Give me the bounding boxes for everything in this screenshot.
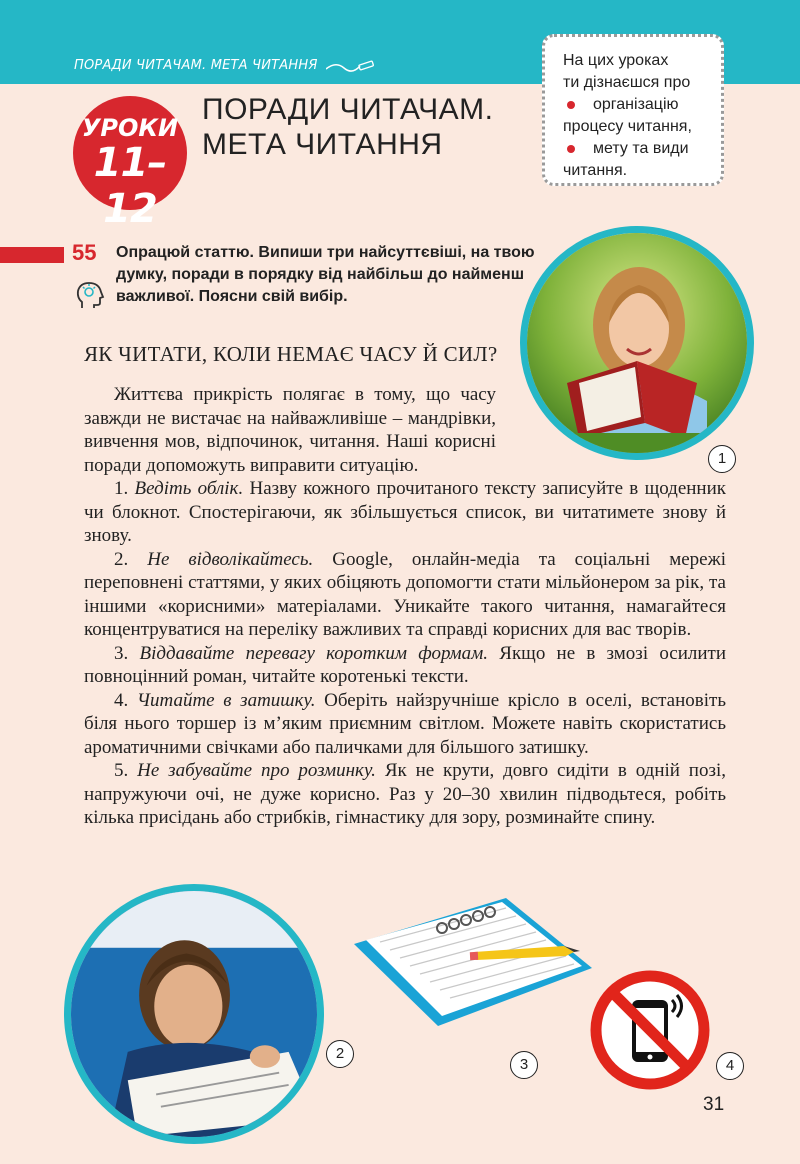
pen-icon (326, 59, 376, 73)
figure-number-3: 3 (510, 1051, 538, 1079)
notebook-with-pencil-illustration (346, 876, 596, 1056)
task-marker-bar (0, 247, 64, 263)
lesson-word: УРОКИ (81, 114, 179, 142)
figure-number-4: 4 (716, 1052, 744, 1080)
article-tip-2: 2. Не відволікайтесь. Google, онлайн-медіа та соціальні мережі переповнені статтями, у яких обіцяють допомогти стати мільйонером за рік, та іншими «корисними» матеріалами. Уникайте такого читання, намагайтеся концентруватися на переліку важливих та справді корисних для вас творів. (84, 548, 727, 640)
lesson-number: 11–12 (93, 140, 167, 232)
task-text: Опрацюй статтю. Випиши три найсуттєвіші, на твою думку, поради в порядку від найбільш до найменш важливої. Поясни свій вибір. (116, 244, 535, 305)
article (84, 342, 726, 830)
learning-goals-box (542, 34, 724, 186)
tip-lead: Ведіть облік. (134, 478, 244, 499)
tip-lead: Не відволікайтесь. (147, 548, 314, 570)
page-number: 31 (703, 1094, 725, 1115)
article-tip-3: 3. Віддавайте перевагу коротким формам. Якщо не в змозі осилити повноцінний роман, читайте коротенькі тексти. (84, 642, 727, 687)
lesson-circle (73, 96, 187, 232)
tip-lead: Віддавайте перевагу коротким формам. (139, 642, 489, 664)
lesson-title: ПОРАДИ ЧИТАЧАМ. МЕТА ЧИТАННЯ (202, 93, 494, 161)
lesson-badge (73, 96, 191, 232)
learning-goals-list (563, 94, 711, 182)
thinking-head-icon (74, 280, 106, 312)
learning-goal-item: мету та види читання. (563, 138, 711, 182)
running-head (74, 58, 376, 73)
learning-goals-intro: На цих уроках ти дізнаєшся про (563, 52, 691, 91)
learning-goal-item: організацію процесу читання, (563, 94, 711, 138)
tip-lead: Не забувайте про розминку. (137, 760, 376, 781)
figure-number-2: 2 (326, 1040, 354, 1068)
tip-lead: Читайте в затишку. (136, 689, 316, 711)
article-intro: Життєва прикрість полягає в тому, що часу завжди не вистачає на найважливіше – мандрівки, вивчення мов, відпочинок, читання. Наші корисні поради допоможуть виправити ситуацію. (84, 384, 496, 476)
photo-young-man-studying (64, 884, 324, 1144)
article-tip-1: 1. Ведіть облік. Назву кожного прочитаного тексту записуйте в щоденник чи блокнот. Спостерігаючи, як збільшується список, ви читатимете знову й знову. (84, 478, 726, 546)
running-head-text: ПОРАДИ ЧИТАЧАМ. МЕТА ЧИТАННЯ (74, 58, 318, 73)
no-phone-sign-icon (590, 970, 710, 1090)
article-tip-5: 5. Не забувайте про розминку. Як не крути, довго сидіти в одній позі, напружуючи очі, не дуже корисно. Раз у 20–30 хвилин підводьтеся, робіть кілька присідань або стрибків, гімнастику для зору, розминайте спину. (84, 760, 727, 828)
article-title: ЯК ЧИТАТИ, КОЛИ НЕМАЄ ЧАСУ Й СИЛ? (84, 342, 498, 366)
figure-number-1: 1 (708, 445, 736, 473)
task-number: 55 (72, 240, 97, 265)
article-tip-4: 4. Читайте в затишку. Оберіть найзручніше крісло в оселі, встановіть біля нього торшер із м’яким приємним світлом. Можете навіть скористатись ароматичними свічками або паличками для більшого затишку. (84, 689, 726, 758)
